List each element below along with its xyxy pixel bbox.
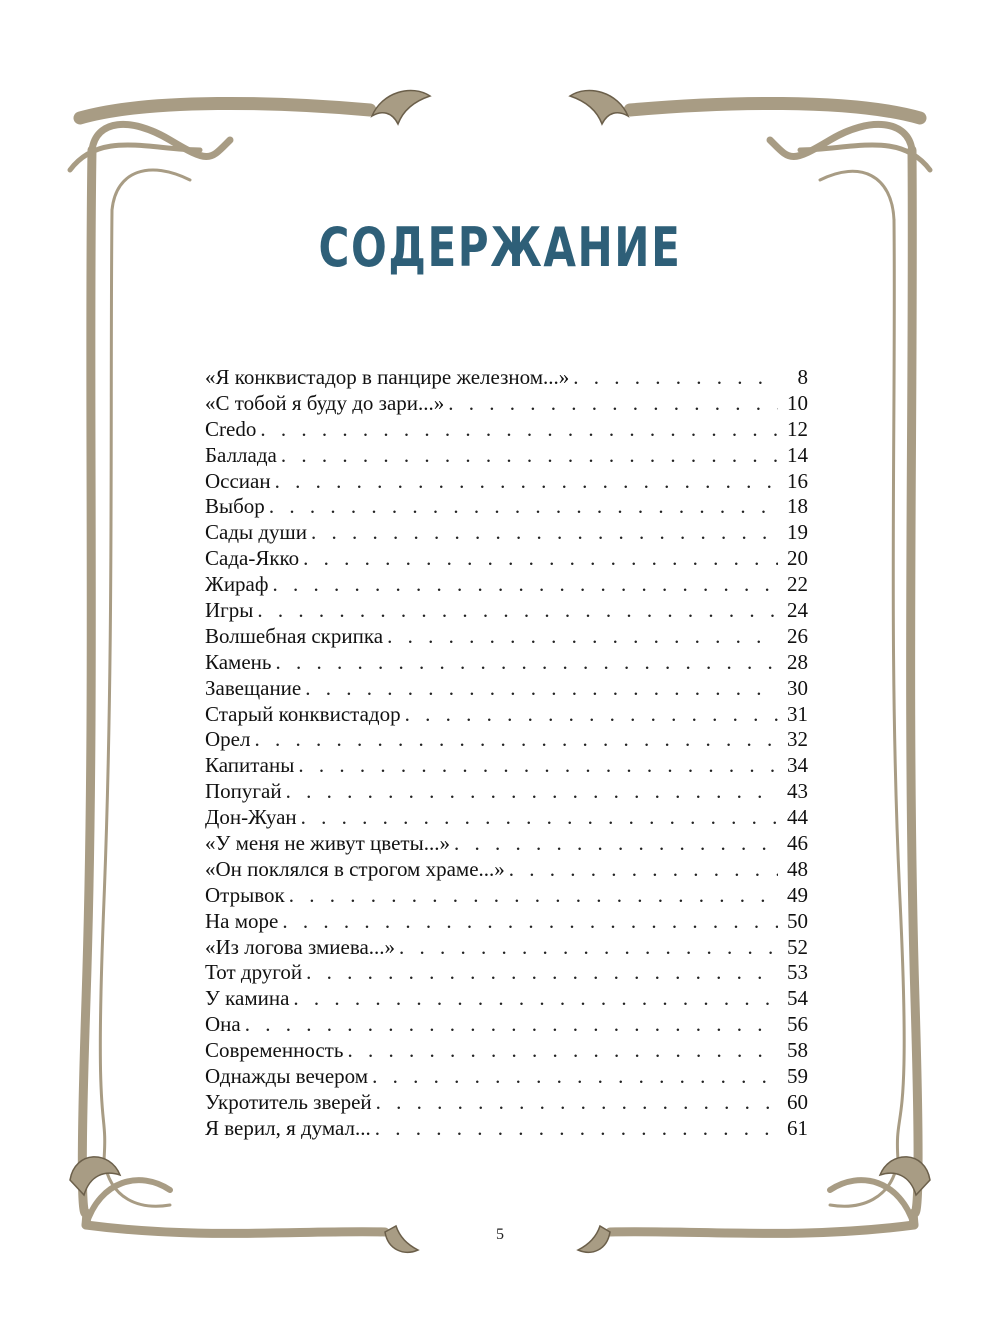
- dot-leader: [454, 831, 778, 857]
- toc-entry: [205, 650, 808, 676]
- toc-entry-page: 19: [787, 520, 808, 545]
- toc-entry-title: Тот другой: [205, 960, 303, 985]
- toc-entry-page: 31: [787, 701, 808, 726]
- toc-entry: [205, 753, 808, 779]
- dot-leader: [254, 727, 778, 753]
- toc-entry-title: Игры: [205, 598, 254, 623]
- toc-entry-page: 30: [787, 675, 808, 700]
- toc-entry-page: 53: [787, 960, 808, 985]
- toc-entry-title: «Я конквистадор в панцире железном...»: [205, 365, 570, 389]
- toc-entry-page: 10: [787, 390, 808, 415]
- toc-entry-page: 48: [787, 856, 808, 881]
- toc-entry-title: «С тобой я буду до зари...»: [205, 390, 445, 415]
- toc-entry: [205, 805, 808, 831]
- toc-entry: [205, 986, 808, 1012]
- toc-entry-title: Старый конквистадор: [205, 701, 401, 726]
- table-of-contents: [205, 365, 808, 1142]
- toc-entry: [205, 831, 808, 857]
- toc-entry-page: 50: [787, 908, 808, 933]
- toc-entry-page: 24: [787, 598, 808, 623]
- toc-entry: [205, 1012, 808, 1038]
- toc-entry-page: 44: [787, 805, 808, 830]
- dot-leader: [289, 883, 778, 909]
- toc-entry: [205, 624, 808, 650]
- toc-entry-page: 43: [787, 779, 808, 804]
- toc-entry: [205, 391, 808, 417]
- dot-leader: [509, 857, 778, 883]
- dot-leader: [306, 960, 778, 986]
- dot-leader: [282, 909, 778, 935]
- toc-entry-page: 52: [787, 934, 808, 959]
- toc-entry-page: 59: [787, 1064, 808, 1089]
- toc-entry: [205, 598, 808, 624]
- toc-entry-page: 18: [787, 494, 808, 519]
- toc-entry-title: Она: [205, 1012, 241, 1037]
- dot-leader: [448, 391, 778, 417]
- dot-leader: [298, 753, 778, 779]
- dot-leader: [303, 546, 778, 572]
- toc-entry-page: 14: [787, 442, 808, 467]
- toc-entry: [205, 1116, 808, 1142]
- toc-entry: [205, 1064, 808, 1090]
- toc-entry-title: Жираф: [205, 572, 269, 597]
- toc-entry-title: Камень: [205, 649, 272, 674]
- frame-right-inner-stem: [893, 220, 904, 1160]
- dot-leader: [372, 1064, 778, 1090]
- toc-entry-title: Орел: [205, 727, 251, 752]
- toc-entry-title: Выбор: [205, 494, 265, 519]
- toc-entry-title: Баллада: [205, 442, 277, 467]
- toc-entry-page: 54: [787, 986, 808, 1011]
- toc-entry-page: 12: [787, 416, 808, 441]
- toc-entry-title: Дон-Жуан: [205, 805, 297, 830]
- frame-left-stem: [82, 150, 92, 1225]
- toc-entry-title: «Он поклялся в строгом храме...»: [205, 856, 505, 881]
- toc-entry-title: У камина: [205, 986, 290, 1011]
- toc-entry-page: 26: [787, 623, 808, 648]
- toc-entry-page: 16: [787, 468, 808, 493]
- dot-leader: [405, 702, 778, 728]
- dot-leader: [275, 469, 778, 495]
- dot-leader: [375, 1116, 778, 1142]
- frame-right-stem: [911, 150, 918, 1225]
- toc-entry: [205, 443, 808, 469]
- toc-entry: [205, 727, 808, 753]
- toc-entry-title: Я верил, я думал...: [205, 1115, 371, 1140]
- toc-entry: [205, 676, 808, 702]
- toc-entry-title: Credo: [205, 416, 257, 441]
- toc-entry-page: 60: [787, 1089, 808, 1114]
- dot-leader: [399, 935, 778, 961]
- toc-entry-title: Попугай: [205, 779, 282, 804]
- toc-entry: [205, 572, 808, 598]
- dot-leader: [376, 1090, 778, 1116]
- toc-entry: [205, 494, 808, 520]
- toc-entry-title: Волшебная скрипка: [205, 623, 384, 648]
- frame-top-left-bar: [80, 103, 370, 118]
- toc-entry-title: «У меня не живут цветы...»: [205, 831, 450, 856]
- toc-entry-page: 58: [787, 1038, 808, 1063]
- toc-entry: [205, 546, 808, 572]
- toc-entry-page: 28: [787, 649, 808, 674]
- toc-entry: [205, 883, 808, 909]
- toc-entry-page: 22: [787, 572, 808, 597]
- toc-entry-page: 8: [797, 365, 808, 389]
- leaf-ornament-top-right: [570, 90, 628, 124]
- toc-entry-title: Завещание: [205, 675, 302, 700]
- toc-entry: [205, 702, 808, 728]
- toc-entry-title: Современность: [205, 1038, 344, 1063]
- dot-leader: [573, 365, 778, 391]
- toc-entry: [205, 520, 808, 546]
- dot-leader: [275, 650, 778, 676]
- frame-left-inner-stem: [100, 210, 112, 1160]
- toc-entry: [205, 779, 808, 805]
- toc-entry-title: Капитаны: [205, 753, 295, 778]
- toc-entry-page: 61: [787, 1115, 808, 1140]
- toc-entry: [205, 469, 808, 495]
- toc-entry-title: Однажды вечером: [205, 1064, 369, 1089]
- toc-entry-title: Сада-Якко: [205, 546, 300, 571]
- dot-leader: [245, 1012, 778, 1038]
- leaf-ornament-top-left: [372, 90, 430, 124]
- toc-entry-title: «Из логова змиева...»: [205, 934, 396, 959]
- dot-leader: [301, 805, 778, 831]
- toc-entry: [205, 417, 808, 443]
- dot-leader: [281, 443, 778, 469]
- toc-entry: [205, 960, 808, 986]
- dot-leader: [260, 417, 778, 443]
- toc-entry-title: Отрывок: [205, 882, 285, 907]
- dot-leader: [305, 676, 778, 702]
- page-title: СОДЕРЖАНИЕ: [318, 216, 682, 279]
- frame-top-right-bar: [630, 103, 920, 118]
- dot-leader: [269, 494, 778, 520]
- toc-entry: [205, 1038, 808, 1064]
- dot-leader: [347, 1038, 778, 1064]
- toc-entry-title: Оссиан: [205, 468, 271, 493]
- toc-entry-page: 32: [787, 727, 808, 752]
- toc-entry-title: На море: [205, 908, 279, 933]
- toc-entry-page: 20: [787, 546, 808, 571]
- toc-entry: [205, 935, 808, 961]
- dot-leader: [257, 598, 778, 624]
- dot-leader: [311, 520, 778, 546]
- dot-leader: [286, 779, 778, 805]
- toc-entry-page: 56: [787, 1012, 808, 1037]
- dot-leader: [272, 572, 778, 598]
- toc-entry-title: Сады души: [205, 520, 307, 545]
- toc-entry-title: Укротитель зверей: [205, 1089, 372, 1114]
- toc-entry-page: 49: [787, 882, 808, 907]
- dot-leader: [293, 986, 778, 1012]
- dot-leader: [387, 624, 778, 650]
- toc-entry: [205, 365, 808, 391]
- toc-entry: [205, 857, 808, 883]
- toc-entry-page: 34: [787, 753, 808, 778]
- toc-entry: [205, 1090, 808, 1116]
- toc-entry-page: 46: [787, 831, 808, 856]
- toc-entry: [205, 909, 808, 935]
- page-number: 5: [496, 1226, 504, 1243]
